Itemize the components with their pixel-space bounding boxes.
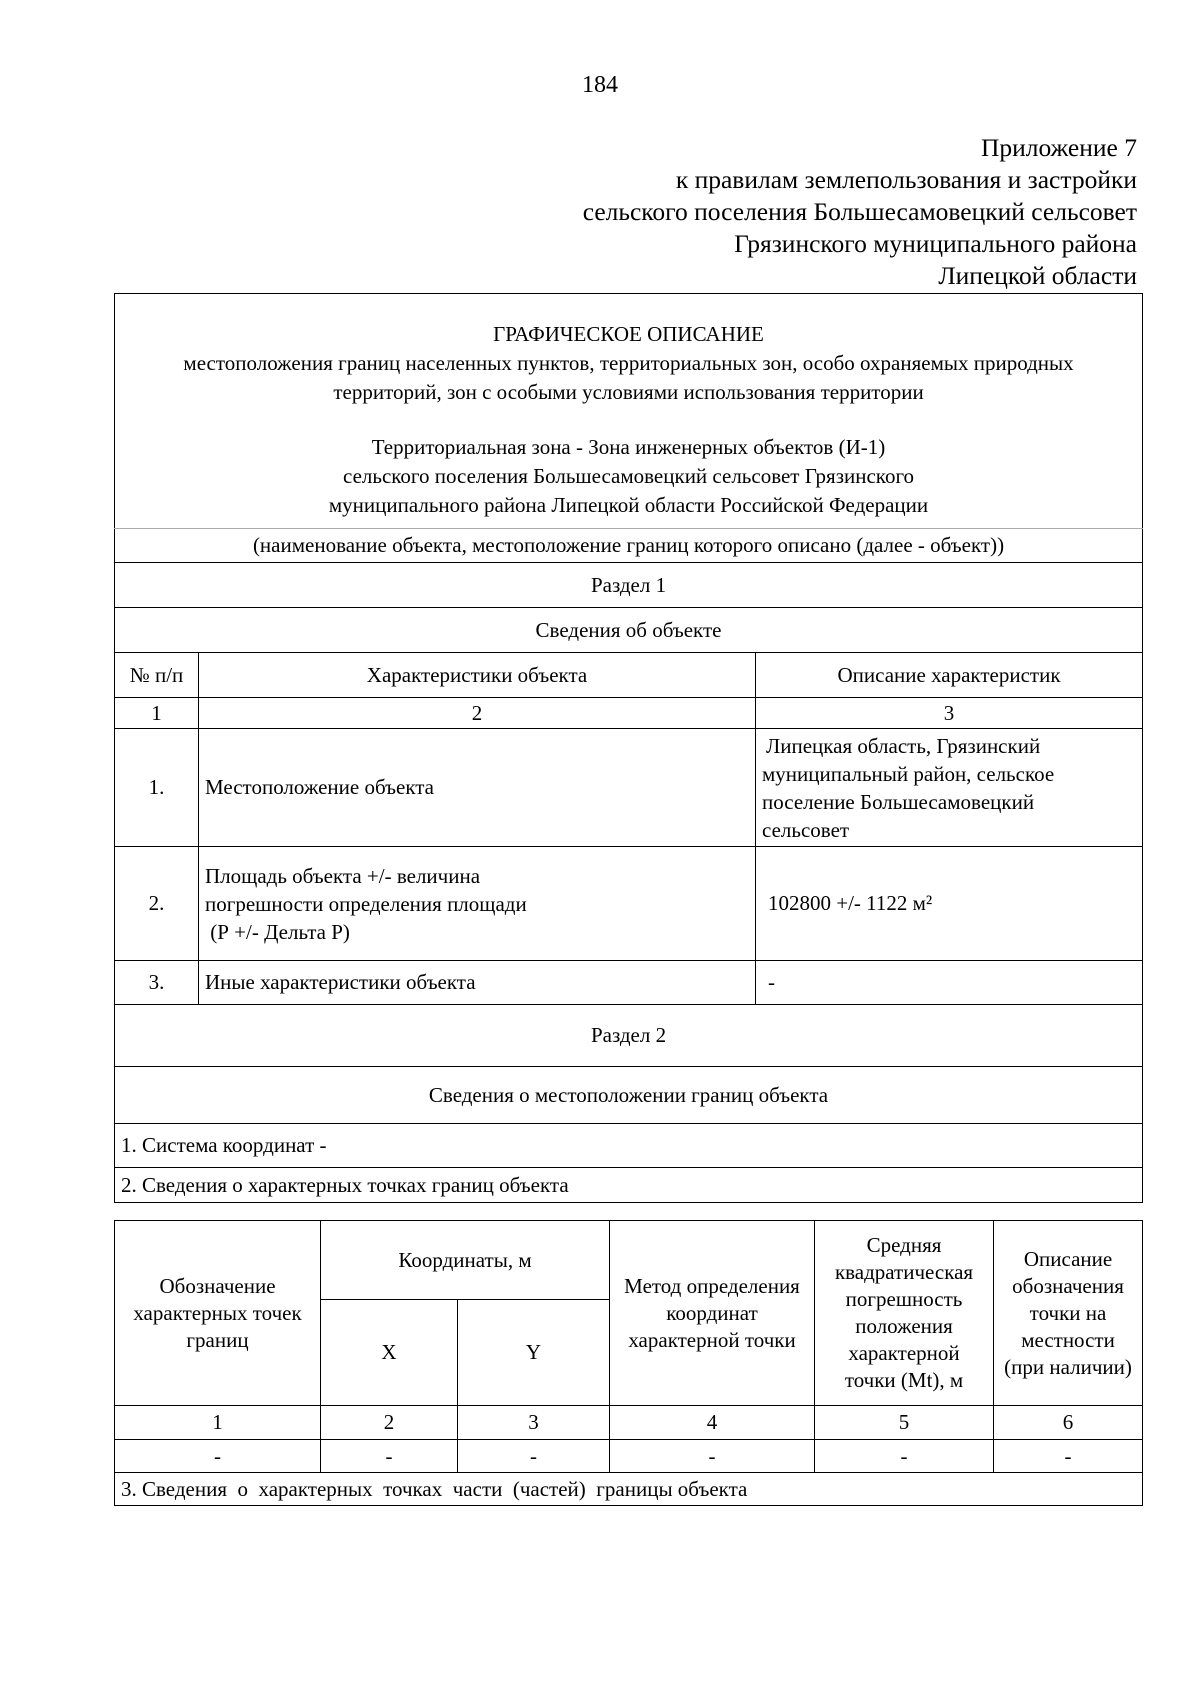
row-characteristic: Площадь объекта +/- величина погрешности определения площади (Р +/- Дельта Р) [199, 847, 756, 961]
subtitle-line: территорий, зон с особыми условиями использования территории [333, 380, 924, 404]
column-header-description: Описание характеристик [756, 653, 1143, 698]
document-title: ГРАФИЧЕСКОЕ ОПИСАНИЕ [493, 322, 764, 346]
coordinate-system: 1. Система координат - [115, 1124, 1143, 1168]
column-header-mean-error: Средняя квадратическая погрешность положения характерной точки (Mt), м [815, 1221, 994, 1406]
table-row [115, 729, 1143, 847]
table-cell: - [458, 1440, 610, 1473]
table-cell: - [994, 1440, 1143, 1473]
row-number: 2. [115, 847, 199, 961]
row-description: 102800 +/- 1122 м² [756, 847, 1143, 961]
zone-line: Территориальная зона - Зона инженерных объектов (И-1) [371, 435, 886, 459]
column-number: 3 [458, 1406, 610, 1440]
column-header-coordinates: Координаты, м [321, 1221, 610, 1300]
row-number: 1. [115, 729, 199, 847]
table-cell: - [815, 1440, 994, 1473]
row-number: 3. [115, 961, 199, 1005]
coordinates-table [114, 1220, 1143, 1506]
column-number: 2 [321, 1406, 458, 1440]
description-table [114, 293, 1143, 1203]
row-description: Липецкая область, Грязинский муниципальный район, сельское поселение Большесамовецкий сельсовет [756, 729, 1143, 847]
object-note: (наименование объекта, местоположение границ которого описано (далее - объект)) [115, 529, 1143, 563]
page-number: 184 [582, 72, 618, 98]
annex-line: к правилам землепользования и застройки [675, 165, 1137, 194]
row-description: - [756, 961, 1143, 1005]
annex-line: сельского поселения Большесамовецкий сельсовет [582, 197, 1137, 226]
annex-header [437, 132, 1137, 292]
table-cell: - [321, 1440, 458, 1473]
column-header-y: Y [458, 1300, 610, 1406]
column-number: 3 [756, 698, 1143, 729]
column-number: 1 [115, 698, 199, 729]
table-cell: - [115, 1440, 321, 1473]
section1-subtitle: Сведения об объекте [115, 608, 1143, 653]
column-header-method: Метод определения координат характерной точки [610, 1221, 815, 1406]
column-number: 5 [815, 1406, 994, 1440]
part-boundary-points-heading: 3. Сведения о характерных точках части (частей) границы объекта [115, 1473, 1143, 1506]
document-header [115, 294, 1143, 529]
annex-line: Грязинского муниципального района [734, 229, 1137, 258]
table-row [115, 847, 1143, 961]
column-number: 1 [115, 1406, 321, 1440]
table-cell: - [610, 1440, 815, 1473]
section2-title: Раздел 2 [115, 1005, 1143, 1067]
section1-title: Раздел 1 [115, 563, 1143, 608]
annex-line: Липецкой области [938, 261, 1137, 290]
column-header-point-description: Описание обозначения точки на местности (при наличии) [994, 1221, 1143, 1406]
table-row [115, 1440, 1143, 1473]
table-row [115, 961, 1143, 1005]
column-header-x: X [321, 1300, 458, 1406]
column-number: 2 [199, 698, 756, 729]
row-characteristic: Иные характеристики объекта [199, 961, 756, 1005]
column-number: 4 [610, 1406, 815, 1440]
column-header-num: № п/п [115, 653, 199, 698]
column-header-characteristic: Характеристики объекта [199, 653, 756, 698]
row-characteristic: Местоположение объекта [199, 729, 756, 847]
section2-subtitle: Сведения о местоположении границ объекта [115, 1067, 1143, 1124]
column-header-point-designation: Обозначение характерных точек границ [115, 1221, 321, 1406]
zone-line: сельского поселения Большесамовецкий сельсовет Грязинского [343, 464, 915, 488]
boundary-points-heading: 2. Сведения о характерных точках границ объекта [115, 1168, 1143, 1203]
annex-line: Приложение 7 [981, 133, 1137, 162]
subtitle-line: местоположения границ населенных пунктов, территориальных зон, особо охраняемых природных [183, 351, 1074, 375]
zone-line: муниципального района Липецкой области Российской Федерации [328, 493, 929, 517]
column-number: 6 [994, 1406, 1143, 1440]
